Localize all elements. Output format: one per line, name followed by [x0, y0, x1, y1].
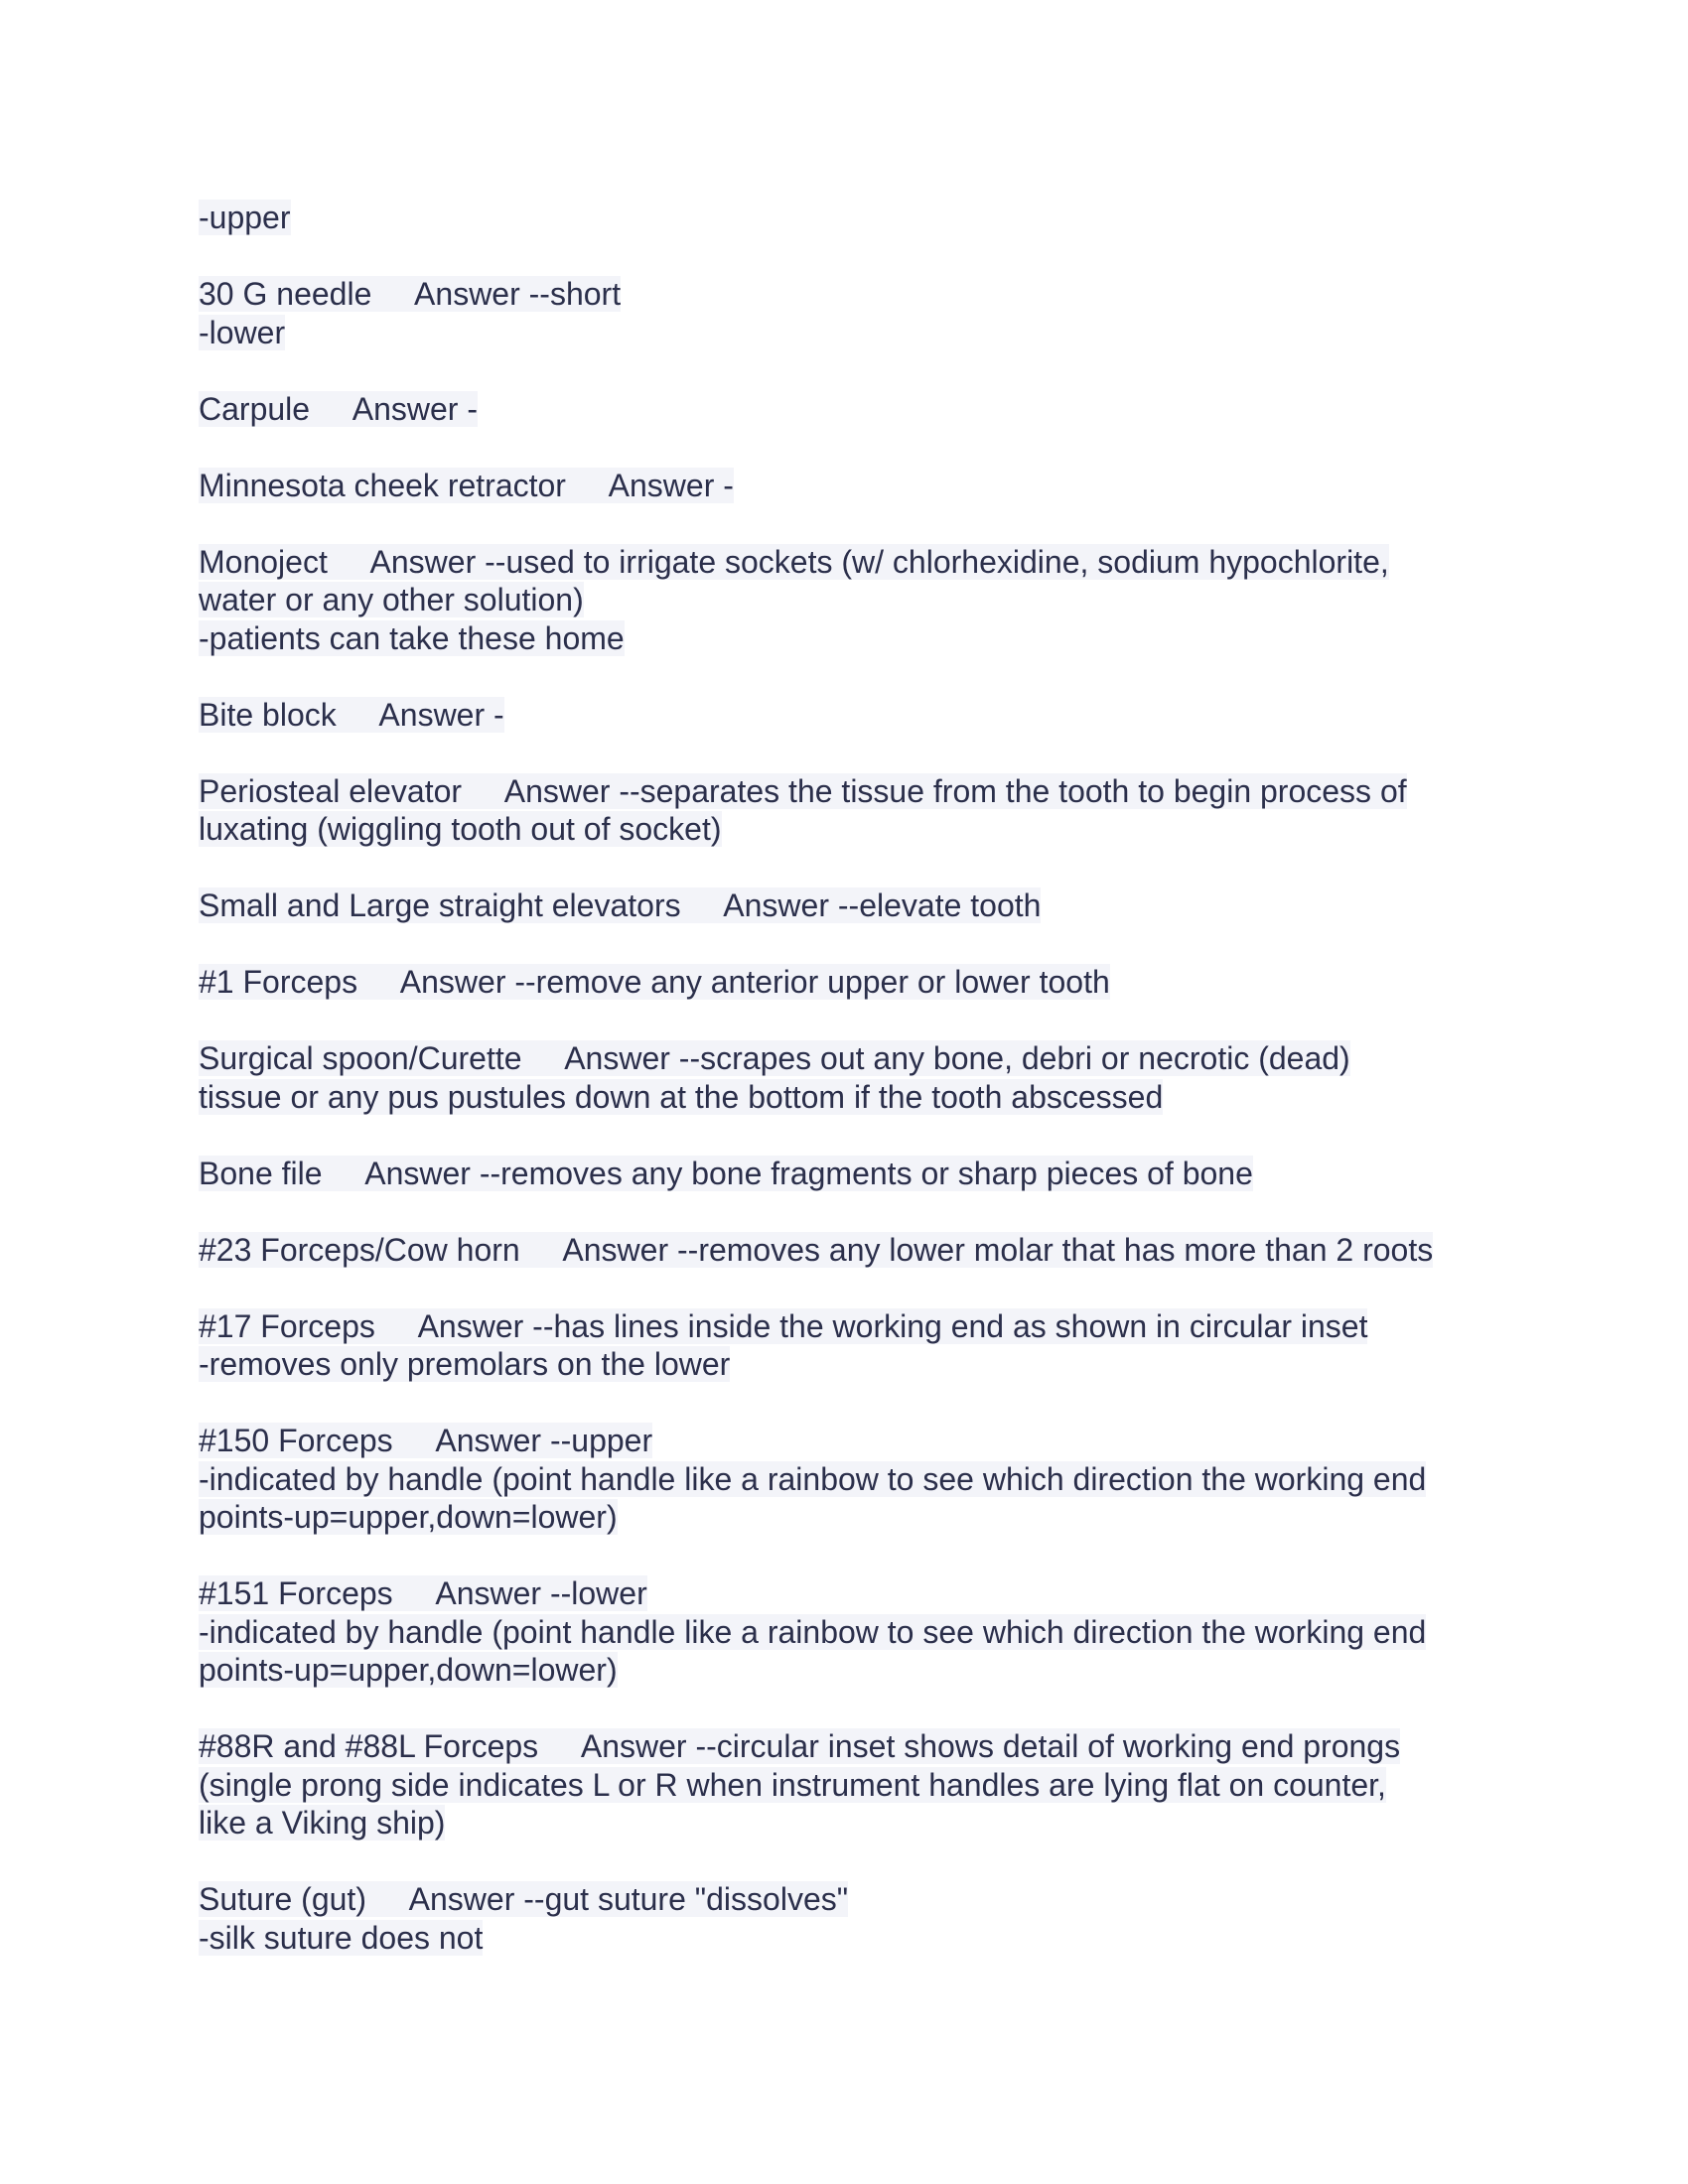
entry-monoject [199, 543, 1509, 658]
entry-line: like a Viking ship) [199, 1805, 446, 1841]
entry-line: -removes only premolars on the lower [199, 1346, 731, 1382]
entry-line: -indicated by handle (point handle like a rainbow to see which direction the working end [199, 1460, 1427, 1497]
entry-line: luxating (wiggling tooth out of socket) [199, 811, 722, 847]
entry-line: Carpule Answer - [199, 390, 478, 427]
entry-bite-block [199, 696, 1509, 735]
entry-line: Surgical spoon/Curette Answer --scrapes out any bone, debri or necrotic (dead) [199, 1040, 1350, 1076]
entry-line: Suture (gut) Answer --gut suture "dissolves" [199, 1881, 849, 1917]
entry-151-forceps [199, 1574, 1509, 1690]
entry-carpule [199, 390, 1509, 429]
entry-line: #23 Forceps/Cow horn Answer --removes any lower molar that has more than 2 roots [199, 1231, 1434, 1268]
entry-17-forceps [199, 1307, 1509, 1384]
entry-line: -patients can take these home [199, 619, 625, 656]
entry-1-forceps [199, 963, 1509, 1002]
entry-23-forceps [199, 1231, 1509, 1270]
entry-line: #151 Forceps Answer --lower [199, 1575, 647, 1611]
entry-line: -upper [199, 200, 291, 235]
entry-line: tissue or any pus pustules down at the bottom if the tooth abscessed [199, 1078, 1164, 1115]
entry-line: Bite block Answer - [199, 696, 504, 733]
entry-bone-file [199, 1155, 1509, 1193]
entry-line: Monoject Answer --used to irrigate sockets (w/ chlorhexidine, sodium hypochlorite, [199, 543, 1389, 580]
entry [199, 199, 1509, 237]
entry-suture-gut [199, 1880, 1509, 1957]
entry-line: -indicated by handle (point handle like a rainbow to see which direction the working end [199, 1613, 1427, 1650]
entry-line: points-up=upper,down=lower) [199, 1499, 618, 1535]
entry-line: water or any other solution) [199, 582, 584, 617]
entry-periosteal-elevator [199, 772, 1509, 849]
entry-line: #1 Forceps Answer --remove any anterior upper or lower tooth [199, 964, 1110, 1000]
entry-line: Periosteal elevator Answer --separates the tissue from the tooth to begin process of [199, 772, 1407, 809]
entry-straight-elevators [199, 887, 1509, 925]
entry-line: points-up=upper,down=lower) [199, 1652, 618, 1688]
flashcard-list [199, 199, 1509, 1995]
entry-surgical-spoon [199, 1039, 1509, 1116]
entry-line: Minnesota cheek retractor Answer - [199, 467, 734, 503]
entry-30g-needle [199, 275, 1509, 351]
entry-line: Bone file Answer --removes any bone fragments or sharp pieces of bone [199, 1155, 1253, 1191]
entry-line: 30 G needle Answer --short [199, 276, 622, 312]
entry-line: #17 Forceps Answer --has lines inside the working end as shown in circular inset [199, 1307, 1368, 1344]
entry-line: -lower [199, 314, 286, 350]
entry-line: #88R and #88L Forceps Answer --circular inset shows detail of working end prongs [199, 1728, 1401, 1764]
entry-150-forceps [199, 1422, 1509, 1537]
entry-line: -silk suture does not [199, 1919, 484, 1956]
entry-line: Small and Large straight elevators Answer --elevate tooth [199, 887, 1042, 923]
entry-line: (single prong side indicates L or R when instrument handles are lying flat on counter, [199, 1766, 1386, 1803]
entry-88-forceps [199, 1727, 1509, 1843]
entry-minnesota-retractor [199, 467, 1509, 505]
entry-line: #150 Forceps Answer --upper [199, 1423, 653, 1458]
